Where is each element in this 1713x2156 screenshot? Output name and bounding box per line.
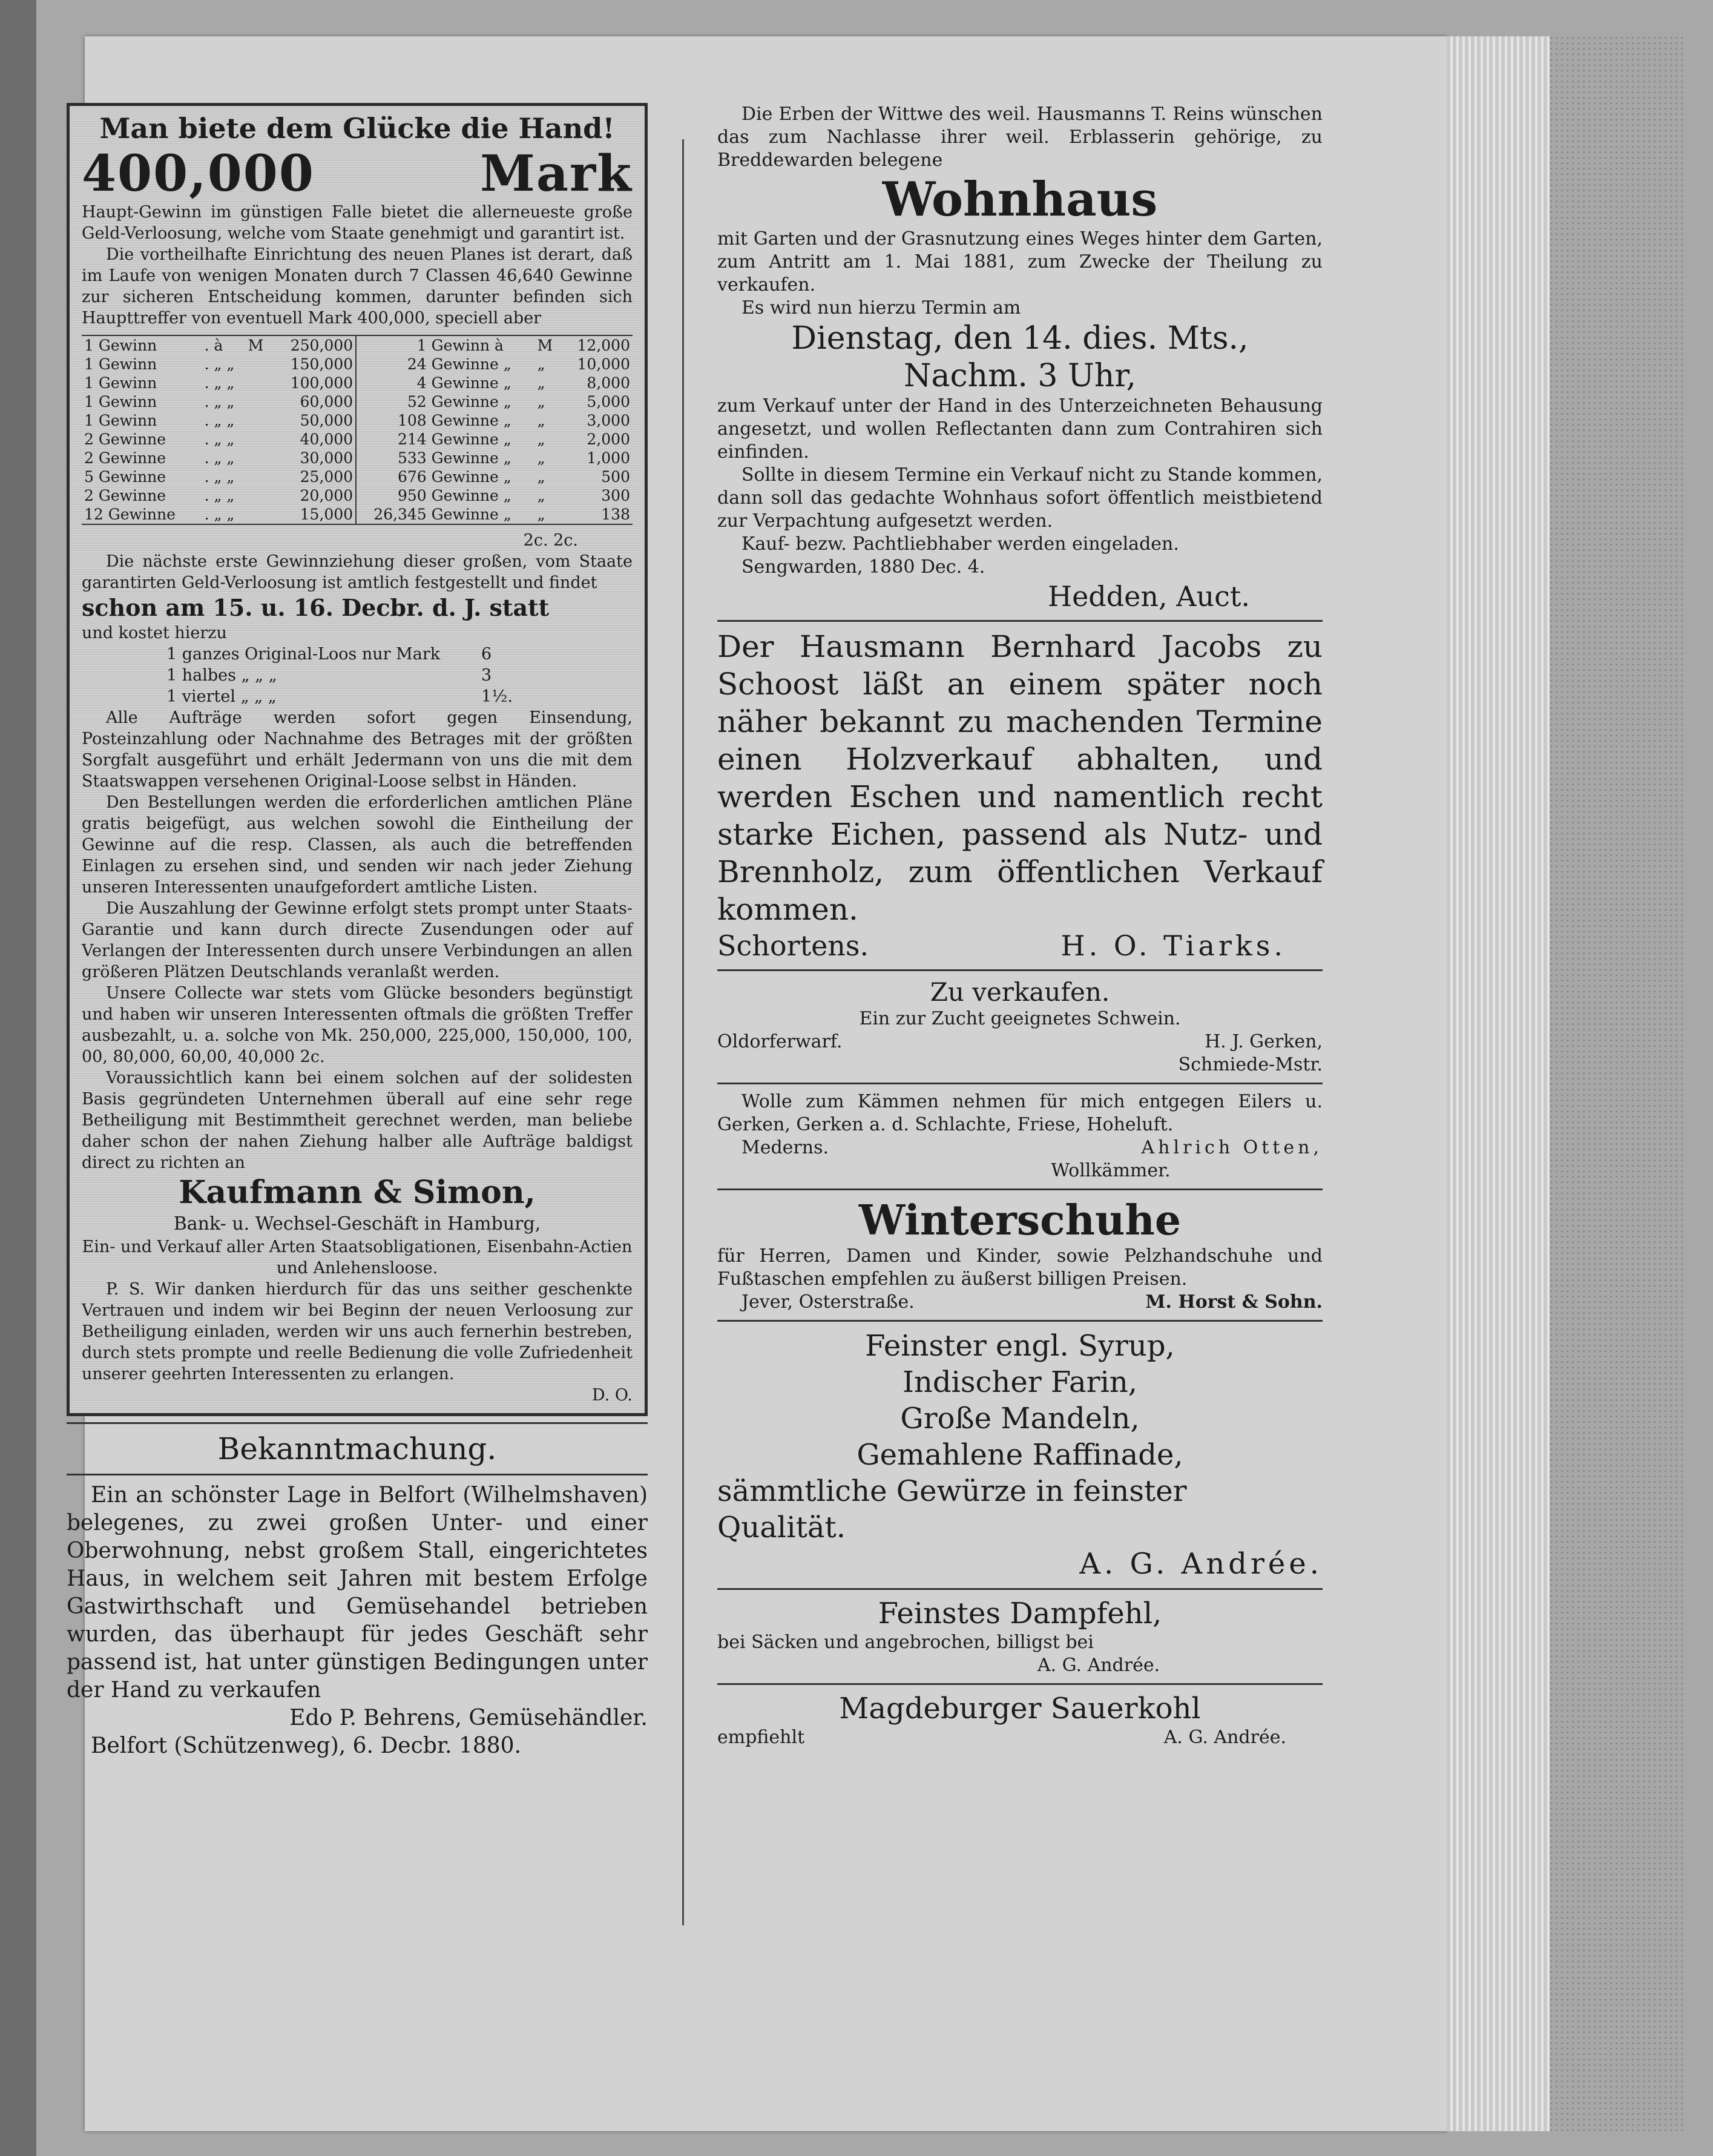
winterschuhe-text: für Herren, Damen und Kinder, sowie Pelzhandschuhe und Fußtaschen empfehlen zu äußerst billigen Preisen.	[717, 1245, 1323, 1290]
amount-unit: Mark	[480, 145, 633, 203]
prize-cell: 108	[356, 411, 429, 430]
sauerkohl-text: empfiehlt	[717, 1727, 805, 1748]
prize-row	[82, 449, 633, 467]
holzverkauf-text: Der Hausmann Bernhard Jacobs zu Schoost läßt an einem später noch näher bekannt zu machenden Termine einen Holzverkauf abhalten, und werden Eschen und namentlich recht starke Eichen, passend als Nutz- und Brennholz, zum öffentlichen Verkauf kommen.	[717, 629, 1323, 927]
prize-cell: . „ „	[204, 355, 235, 373]
luck-text: Unsere Collecte war stets vom Glücke besonders begünstigt und haben wir unseren Interessenten oftmals die größten Treffer ausbezahlt, u. a. solche von Mk. 250,000, 225,000, 150,000, 100, 00, 80,000, 60,00, 40,000 2c.	[82, 984, 633, 1066]
wohnhaus-date: Dienstag, den 14. dies. Mts.,	[791, 320, 1249, 357]
prize-cell	[246, 449, 271, 467]
separator-rule	[67, 1422, 648, 1424]
lot-prices	[82, 644, 633, 707]
syrup-line: Gemahlene Raffinade,	[856, 1438, 1183, 1472]
prize-row	[82, 486, 633, 505]
schwein-advertisement	[717, 977, 1323, 1076]
syrup-advertisement	[717, 1328, 1323, 1582]
prize-cell: Gewinne „	[431, 374, 511, 392]
postscript-signature: D. O.	[592, 1386, 633, 1405]
prize-cell: 950	[356, 486, 429, 505]
lot-row: 1 ganzes Original-Loos nur Mark 6	[166, 645, 492, 664]
column-divider	[682, 139, 684, 1925]
winterschuhe-title: Winterschuhe	[858, 1196, 1182, 1245]
wohnhaus-advertisement	[717, 103, 1323, 614]
page-stack-edge	[1447, 36, 1550, 2131]
schwein-footer	[717, 1030, 1323, 1053]
prize-cell: „	[537, 487, 545, 504]
wolle-advertisement	[717, 1090, 1323, 1182]
prize-cell: 150,000	[290, 355, 353, 373]
prize-cell: 4	[356, 374, 429, 392]
prize-cell: Gewinne „	[431, 468, 511, 486]
prize-cell: 10,000	[577, 355, 630, 373]
prize-cell: 500	[601, 468, 630, 486]
holzverkauf-signature: H. O. Tiarks.	[1060, 929, 1286, 962]
prize-cell: 676	[356, 467, 429, 486]
wohnhaus-text-2: zum Verkauf unter der Hand in des Unterzeichneten Behausung angesetzt, und wollen Reflectanten dann zum Contrahiren sich einfinden.	[717, 395, 1323, 463]
prize-row	[82, 430, 633, 449]
orders-text-2: Den Bestellungen werden die erforderlichen amtlichen Pläne gratis beigefügt, aus welchen sowohl die Eintheilung der Gewinne auf die resp. Classen, als auch die betreffenden Einlagen zu ersehen sind, und senden wir nach jeder Ziehung unseren Interessenten unaufgefordert amtliche Listen.	[82, 793, 633, 897]
sauerkohl-advertisement	[717, 1691, 1323, 1749]
separator-rule	[717, 620, 1323, 622]
previous-page-edge	[0, 0, 36, 2156]
wolle-signature-2: Wollkämmer.	[1051, 1160, 1171, 1181]
lottery-intro: Haupt-Gewinn im günstigen Falle bietet die allerneueste große Geld-Verloosung, welche vom Staate genehmigt und garantirt ist.	[82, 203, 633, 243]
prize-cell	[246, 411, 271, 430]
firm-name: Kaufmann & Simon,	[179, 1174, 536, 1211]
prize-cell: 5,000	[587, 393, 630, 410]
separator-rule	[717, 969, 1323, 971]
prize-cell: „	[537, 506, 545, 523]
prize-cell: 2 Gewinne	[84, 430, 166, 448]
prize-cell: 100,000	[290, 374, 353, 392]
wohnhaus-signature: Hedden, Auct.	[1047, 580, 1250, 613]
prize-cell: „	[537, 430, 545, 448]
syrup-signature: A. G. Andrée.	[1079, 1547, 1323, 1581]
prize-cell	[246, 374, 271, 392]
separator-rule	[67, 1474, 648, 1475]
prize-row	[82, 335, 633, 355]
prize-cell: 1 Gewinn	[84, 393, 157, 410]
prize-cell: Gewinne „	[431, 487, 511, 504]
prize-cell: 1 Gewinn	[84, 355, 157, 373]
lottery-advertisement	[67, 103, 648, 1416]
syrup-line: Feinster engl. Syrup,	[865, 1329, 1175, 1363]
lot-row: 1 halbes „ „ „ 3	[166, 666, 492, 685]
schwein-signature: H. J. Gerken,	[1205, 1031, 1323, 1052]
prize-row	[82, 411, 633, 430]
left-column	[67, 103, 648, 1760]
wohnhaus-text-4: Kauf- bezw. Pachtliebhaber werden eingeladen.	[741, 533, 1179, 555]
prize-cell: 2 Gewinne	[84, 487, 166, 504]
prize-cell: 1,000	[587, 449, 630, 467]
schwein-signature-2: Schmiede-Mstr.	[1178, 1054, 1323, 1075]
prize-cell: Gewinne „	[431, 506, 511, 523]
draw-date: schon am 15. u. 16. Decbr. d. J. statt	[82, 594, 550, 621]
lottery-headline: Man biete dem Glücke die Hand!	[99, 112, 615, 145]
prize-cell: . „ „	[204, 430, 235, 448]
prize-cell: . „ „	[204, 393, 235, 410]
dampfehl-advertisement	[717, 1596, 1323, 1677]
prize-cell: 138	[601, 506, 630, 523]
prize-cell: 15,000	[300, 506, 353, 523]
prize-cell: 52	[356, 392, 429, 411]
prize-cell: 1 Gewinn	[84, 374, 157, 392]
prize-cell: 25,000	[300, 468, 353, 486]
prize-cell: 26,345	[356, 505, 429, 524]
lottery-amount	[82, 146, 633, 202]
schwein-text: Ein zur Zucht geeignetes Schwein.	[859, 1008, 1181, 1029]
syrup-line: Indischer Farin,	[902, 1365, 1138, 1399]
prize-cell: . „ „	[204, 374, 235, 392]
firm-subtitle: Bank- u. Wechsel-Geschäft in Hamburg,	[173, 1213, 541, 1235]
wohnhaus-intro: Die Erben der Wittwe des weil. Hausmanns T. Reins wünschen das zum Nachlasse ihrer weil. Erblasserin gehörige, zu Breddewarden belegene	[717, 104, 1323, 171]
prize-cell: 2,000	[587, 430, 630, 448]
prize-cell: Gewinne „	[431, 449, 511, 467]
prize-row	[82, 355, 633, 374]
prize-cell: Gewinne „	[431, 412, 511, 429]
amount-number: 400,000	[82, 145, 315, 203]
prize-cell: 60,000	[300, 393, 353, 410]
prize-cell: 8,000	[587, 374, 630, 392]
prize-cell: Gewinne „	[431, 430, 511, 448]
notice-title: Bekanntmachung.	[217, 1431, 497, 1466]
schwein-place: Oldorferwarf.	[717, 1031, 843, 1052]
prize-cell: 5 Gewinne	[84, 468, 166, 486]
prize-cell: 50,000	[300, 412, 353, 429]
prize-cell	[246, 430, 271, 449]
prize-cell: 40,000	[300, 430, 353, 448]
costs-text: und kostet hierzu	[82, 624, 227, 642]
prize-cell: 214	[356, 430, 429, 449]
wolle-text: Wolle zum Kämmen nehmen für mich entgegen Eilers u. Gerken, Gerken a. d. Schlachte, Friese, Hoheluft.	[717, 1091, 1323, 1135]
prize-cell: Gewinn à	[431, 337, 504, 354]
prize-cell: 12 Gewinne	[84, 506, 176, 523]
prize-cell: . „ „	[204, 449, 235, 467]
separator-rule	[717, 1188, 1323, 1190]
prize-cell: 1 Gewinn	[84, 337, 157, 354]
prize-cell: M	[248, 337, 264, 354]
wohnhaus-place: Sengwarden, 1880 Dec. 4.	[741, 556, 985, 578]
prize-cell	[246, 486, 271, 505]
schwein-title: Zu verkaufen.	[930, 977, 1110, 1007]
firm-business: Ein- und Verkauf aller Arten Staatsobligationen, Eisenbahn-Actien und Anlehensloose.	[82, 1238, 633, 1277]
prize-cell: . „ „	[204, 468, 235, 486]
prize-row	[82, 392, 633, 411]
book-cover-edge	[1550, 36, 1683, 2131]
prize-cell: 533	[356, 449, 429, 467]
syrup-line: sämmtliche Gewürze in feinster Qualität.	[717, 1474, 1187, 1544]
dampfehl-signature: A. G. Andrée.	[1037, 1655, 1160, 1676]
wolle-signature: Ahlrich Otten,	[1141, 1137, 1323, 1158]
prize-cell: M	[537, 337, 553, 354]
prize-row	[82, 374, 633, 392]
prize-cell: „	[537, 412, 545, 429]
prize-cell: „	[537, 449, 545, 467]
basis-text: Voraussichtlich kann bei einem solchen auf der solidesten Basis gegründeten Unternehmen überall auf eine sehr rege Betheiligung mit Bestimmtheit gerechnet werden, man beliebe daher schon der nahen Ziehung halber alle Aufträge baldigst direct zu richten an	[82, 1069, 633, 1172]
prize-cell: Gewinne „	[431, 355, 511, 373]
notice-body: Ein an schönster Lage in Belfort (Wilhelmshaven) belegenes, zu zwei großen Unter- und einer Oberwohnung, nebst großem Stall, eingerichtetes Haus, in welchem seit Jahren mit bestem Erfolge Gastwirthschaft und Gemüsehandel betrieben wurden, das überhaupt für jedes Geschäft sehr passend ist, hat unter günstigen Bedingungen unter der Hand zu verkaufen	[67, 1483, 648, 1703]
holzverkauf-place: Schortens.	[717, 929, 869, 962]
prize-cell	[246, 467, 271, 486]
wolle-place: Mederns.	[741, 1137, 829, 1158]
prize-cell: . à	[204, 337, 223, 354]
notice-signer: Edo P. Behrens, Gemüsehändler.	[289, 1706, 648, 1730]
holzverkauf-footer	[717, 928, 1323, 963]
right-column	[717, 103, 1323, 1749]
prize-cell: Gewinne „	[431, 393, 511, 410]
sauerkohl-footer	[717, 1726, 1323, 1749]
dampfehl-title: Feinstes Dampfehl,	[878, 1597, 1162, 1630]
sauerkohl-title: Magdeburger Sauerkohl	[839, 1692, 1201, 1726]
next-draw-text: Die nächste erste Gewinnziehung dieser großen, vom Staate garantirten Geld-Verloosung ist amtlich festgestellt und findet	[82, 552, 633, 592]
lot-row: 1 viertel „ „ „ 1½.	[166, 687, 513, 706]
prize-cell	[246, 355, 271, 374]
wohnhaus-text-3: Sollte in diesem Termine ein Verkauf nicht zu Stande kommen, dann soll das gedachte Wohnhaus sofort öffentlich meistbietend zur Verpachtung aufgesetzt werden.	[717, 464, 1323, 532]
prize-cell: „	[537, 355, 545, 373]
prize-cell: 2 Gewinne	[84, 449, 166, 467]
lottery-plan: Die vortheilhafte Einrichtung des neuen Planes ist derart, daß im Laufe von wenigen Monaten durch 7 Classen 46,640 Gewinne zur sicheren Entscheidung kommen, darunter befinden sich Haupttreffer von eventuell Mark 400,000, speciell aber	[82, 245, 633, 328]
prize-cell: 30,000	[300, 449, 353, 467]
prize-cell	[246, 505, 271, 524]
holzverkauf-advertisement	[717, 628, 1323, 963]
prize-cell: 250,000	[290, 337, 353, 354]
prize-cell: 300	[601, 487, 630, 504]
winterschuhe-place: Jever, Osterstraße.	[741, 1291, 915, 1313]
separator-rule	[717, 1683, 1323, 1685]
separator-rule	[717, 1083, 1323, 1084]
wohnhaus-title: Wohnhaus	[882, 172, 1158, 227]
wolle-footer	[717, 1136, 1323, 1159]
orders-text: Alle Aufträge werden sofort gegen Einsendung, Posteinzahlung oder Nachnahme des Betrages mit der größten Sorgfalt ausgeführt und erhält Jedermann von uns die mit dem Staatswappen versehenen Original-Loose selbst in Händen.	[82, 708, 633, 791]
prize-row	[82, 505, 633, 524]
winterschuhe-advertisement	[717, 1196, 1323, 1314]
winterschuhe-footer	[717, 1291, 1323, 1314]
prize-cell: 20,000	[300, 487, 353, 504]
dampfehl-text: bei Säcken und angebrochen, billigst bei	[717, 1632, 1094, 1653]
wohnhaus-text: mit Garten und der Grasnutzung eines Weges hinter dem Garten, zum Antritt am 1. Mai 1881, zum Zwecke der Theilung zu verkaufen.	[717, 228, 1323, 295]
prize-cell: „	[537, 468, 545, 486]
postscript: P. S. Wir danken hierdurch für das uns seither geschenkte Vertrauen und indem wir bei Beginn der neuen Verloosung zur Betheiligung einladen, werden wir uns auch fernerhin bestreben, durch stets prompte und reelle Bedienung die volle Zufriedenheit unserer geehrten Interessenten zu erlangen.	[82, 1280, 633, 1383]
prize-cell: . „ „	[204, 506, 235, 523]
wohnhaus-time: Nachm. 3 Uhr,	[903, 358, 1137, 394]
notice-place: Belfort (Schützenweg), 6. Decbr. 1880.	[91, 1733, 522, 1758]
prize-cell: 12,000	[577, 337, 630, 354]
separator-rule	[717, 1588, 1323, 1590]
prize-cell: 3,000	[587, 412, 630, 429]
prize-cell: . „ „	[204, 487, 235, 504]
payout-text: Die Auszahlung der Gewinne erfolgt stets prompt unter Staats-Garantie und kann durch directe Zusendungen oder auf Verlangen der Interessenten durch unsere Verbindungen an allen größeren Plätzen Deutschlands veranlaßt werden.	[82, 899, 633, 981]
syrup-line: Große Mandeln,	[900, 1402, 1140, 1436]
prize-row	[82, 467, 633, 486]
prize-cell: „	[537, 393, 545, 410]
prize-cell: 1 Gewinn	[84, 412, 157, 429]
prize-cell: „	[537, 374, 545, 392]
sauerkohl-signature: A. G. Andrée.	[1163, 1727, 1286, 1748]
separator-rule	[717, 1320, 1323, 1322]
prize-cell: 24	[356, 355, 429, 374]
prize-table	[82, 335, 633, 525]
prize-etc: 2c. 2c.	[523, 531, 578, 550]
winterschuhe-signature: M. Horst & Sohn.	[1145, 1291, 1323, 1313]
prize-cell	[246, 392, 271, 411]
wohnhaus-term: Es wird nun hierzu Termin am	[741, 297, 1021, 318]
prize-cell: 1	[356, 335, 429, 355]
prize-cell: . „ „	[204, 412, 235, 429]
